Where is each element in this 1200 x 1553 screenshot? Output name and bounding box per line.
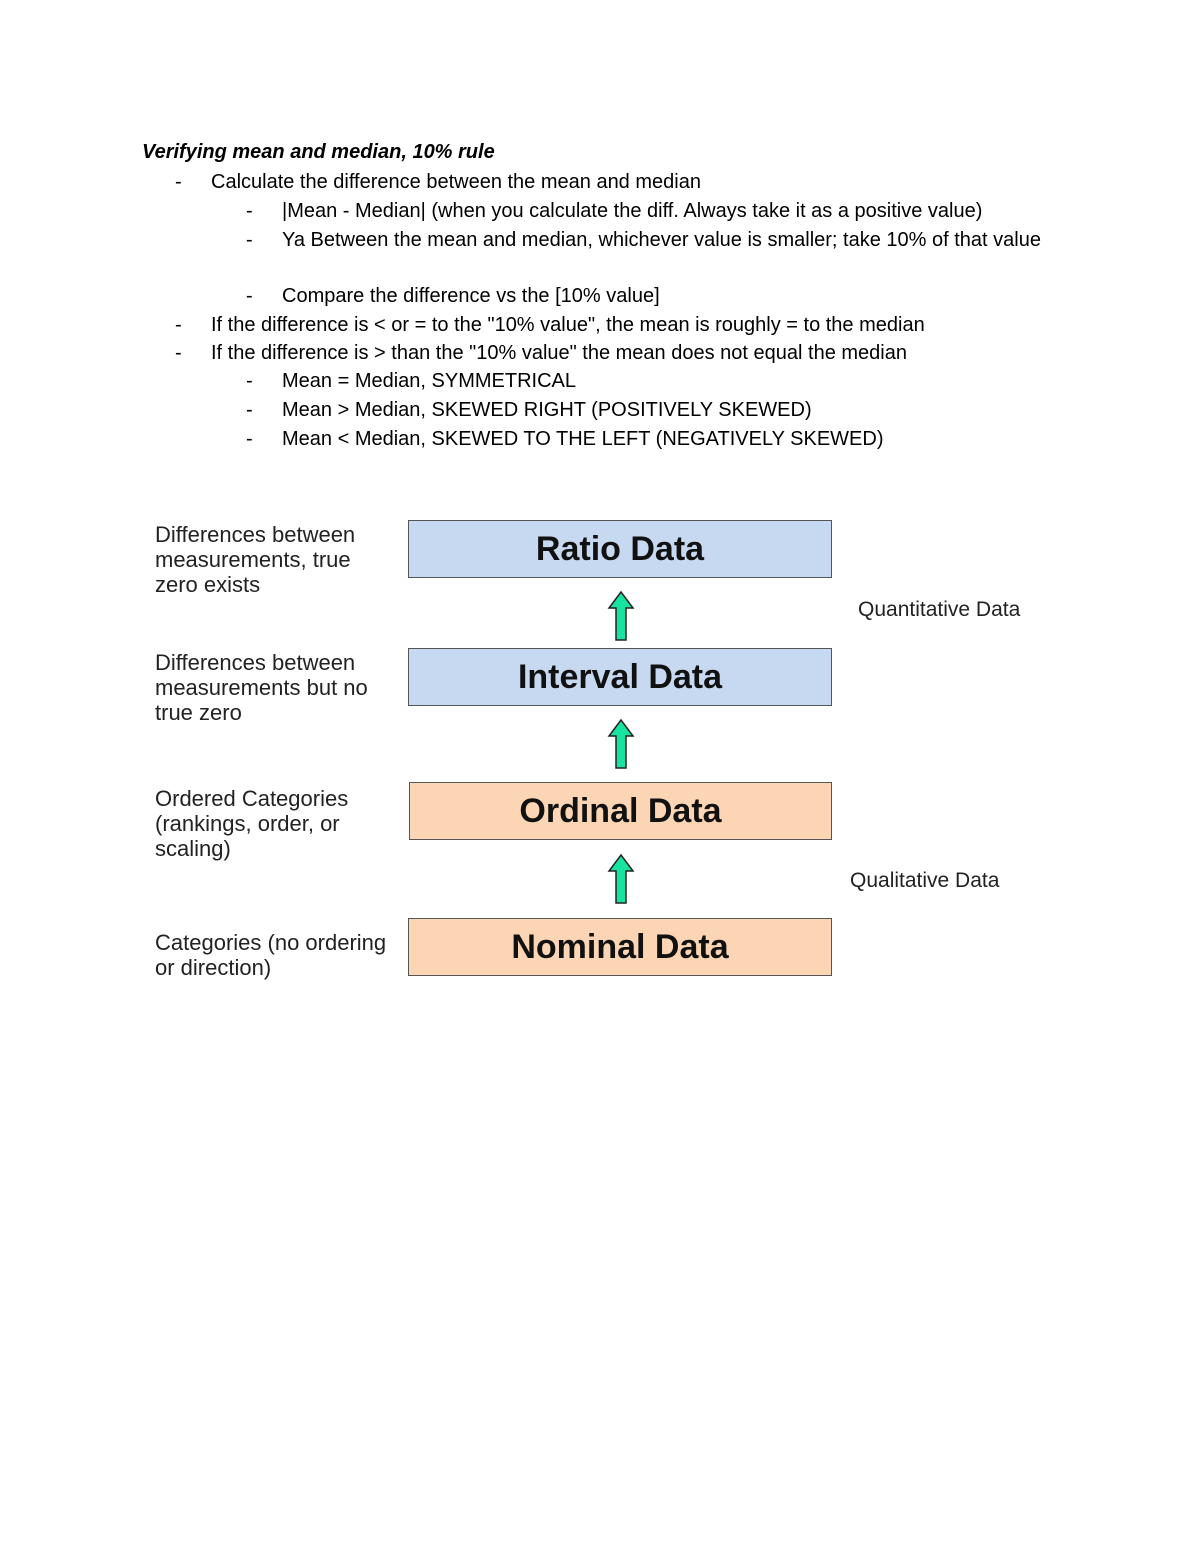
list-item-text: If the difference is > than the "10% value" the mean does not equal the median: [211, 342, 907, 364]
ratio-description: Differences between measurements, true zero exists: [155, 522, 356, 597]
bullet-dash: -: [175, 314, 182, 336]
interval-data-box: Interval Data: [408, 648, 832, 706]
list-item-text: Mean < Median, SKEWED TO THE LEFT (NEGATIVELY SKEWED): [282, 428, 884, 450]
up-arrow-icon: [606, 590, 636, 642]
ordinal-description: Ordered Categories (rankings, order, or scaling): [155, 786, 349, 861]
bullet-dash: -: [175, 342, 182, 364]
list-item-text: Ya Between the mean and median, whichever value is smaller; take 10% of that value: [282, 229, 1041, 251]
bullet-dash: -: [246, 285, 253, 307]
ratio-data-box: Ratio Data: [408, 520, 832, 578]
ordinal-data-box: Ordinal Data: [409, 782, 832, 840]
up-arrow-icon: [606, 718, 636, 770]
bullet-dash: -: [246, 229, 253, 251]
section-title: Verifying mean and median, 10% rule: [142, 141, 495, 163]
up-arrow-icon: [606, 853, 636, 905]
bullet-dash: -: [246, 399, 253, 421]
bullet-dash: -: [175, 171, 182, 193]
list-item-text: If the difference is < or = to the "10% value", the mean is roughly = to the median: [211, 314, 925, 336]
quantitative-label: Quantitative Data: [858, 598, 1021, 621]
nominal-data-box: Nominal Data: [408, 918, 832, 976]
list-item-text: Mean > Median, SKEWED RIGHT (POSITIVELY SKEWED): [282, 399, 812, 421]
interval-description: Differences between measurements but no true zero: [155, 650, 368, 725]
list-item-text: Calculate the difference between the mean and median: [211, 171, 701, 193]
qualitative-label: Qualitative Data: [850, 869, 1000, 892]
nominal-description: Categories (no ordering or direction): [155, 930, 387, 980]
bullet-dash: -: [246, 200, 253, 222]
list-item-text: |Mean - Median| (when you calculate the diff. Always take it as a positive value): [282, 200, 983, 222]
bullet-dash: -: [246, 370, 253, 392]
bullet-dash: -: [246, 428, 253, 450]
list-item-text: Compare the difference vs the [10% value]: [282, 285, 660, 307]
list-item-text: Mean = Median, SYMMETRICAL: [282, 370, 576, 392]
